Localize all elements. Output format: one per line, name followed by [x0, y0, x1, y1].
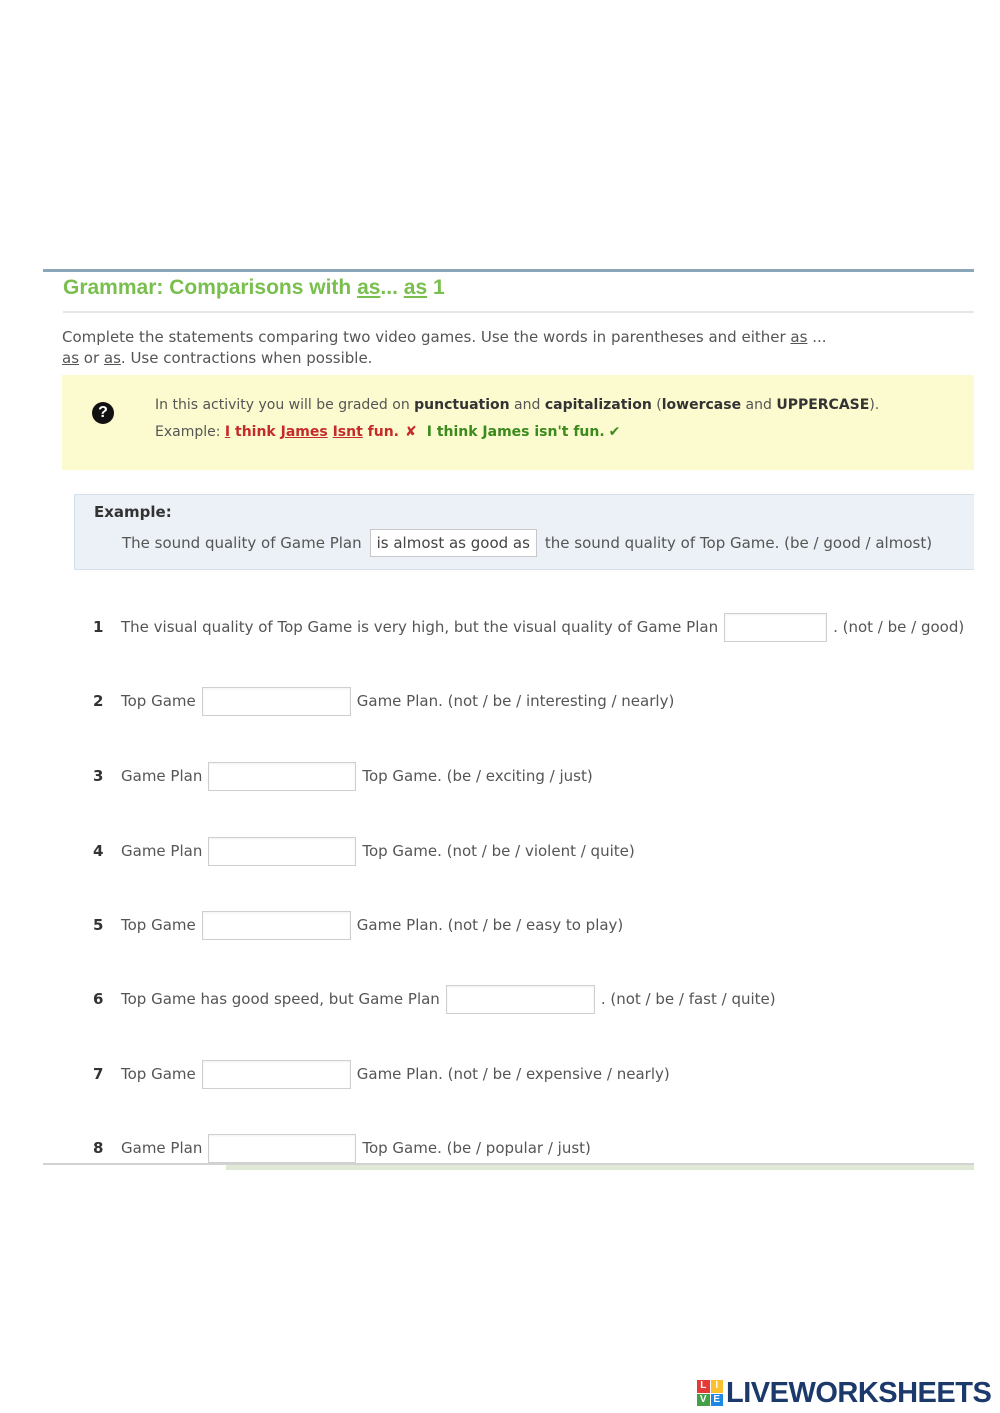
correct-example: I think James isn't fun.	[426, 424, 605, 440]
answer-input-2[interactable]	[202, 687, 351, 716]
answer-input-6[interactable]	[446, 985, 595, 1014]
question-8: 8 Game Plan Top Game. (be / popular / just)	[93, 1133, 591, 1163]
answer-input-1[interactable]	[724, 613, 827, 642]
grading-note	[62, 375, 974, 470]
grading-note-example: Example: I think James Isnt fun. ✘ I think James isn't fun. ✔	[155, 424, 621, 440]
check-icon: ✔	[608, 424, 621, 440]
question-6: 6 Top Game has good speed, but Game Plan . (not / be / fast / quite)	[93, 984, 776, 1014]
example-box	[74, 494, 974, 570]
title-divider	[63, 311, 974, 313]
answer-input-5[interactable]	[202, 911, 351, 940]
grading-note-text: In this activity you will be graded on punctuation and capitalization (lowercase and UPPERCASE).	[155, 397, 880, 413]
example-answer: is almost as good as	[370, 529, 537, 557]
question-3: 3 Game Plan Top Game. (be / exciting / just)	[93, 761, 593, 791]
question-7: 7 Top Game Game Plan. (not / be / expensive / nearly)	[93, 1059, 670, 1089]
answer-input-3[interactable]	[208, 762, 356, 791]
example-sentence: The sound quality of Game Plan is almost as good as the sound quality of Top Game. (be / good / almost)	[122, 529, 932, 557]
horizontal-scrollbar[interactable]	[226, 1165, 974, 1170]
answer-input-8[interactable]	[208, 1134, 356, 1163]
liveworksheets-mark-icon: L I V E	[697, 1380, 723, 1406]
cross-icon: ✘	[405, 424, 417, 440]
example-label: Example:	[94, 503, 172, 521]
help-icon: ?	[92, 402, 114, 424]
liveworksheets-logo: L I V E LIVEWORKSHEETS	[697, 1378, 991, 1408]
wrong-example: I think James Isnt fun.	[224, 424, 399, 440]
question-2: 2 Top Game Game Plan. (not / be / interesting / nearly)	[93, 686, 674, 716]
answer-input-4[interactable]	[208, 837, 356, 866]
question-4: 4 Game Plan Top Game. (not / be / violent / quite)	[93, 836, 635, 866]
exercise-panel	[43, 269, 974, 1166]
question-1: 1 The visual quality of Top Game is very high, but the visual quality of Game Plan . (not / be / good)	[93, 612, 964, 642]
question-5: 5 Top Game Game Plan. (not / be / easy to play)	[93, 910, 623, 940]
instructions-text: Complete the statements comparing two video games. Use the words in parentheses and either as ... as or as. Use contractions when possible.	[62, 328, 827, 367]
answer-input-7[interactable]	[202, 1060, 351, 1089]
page-title: Grammar: Comparisons with as... as 1	[63, 276, 445, 299]
